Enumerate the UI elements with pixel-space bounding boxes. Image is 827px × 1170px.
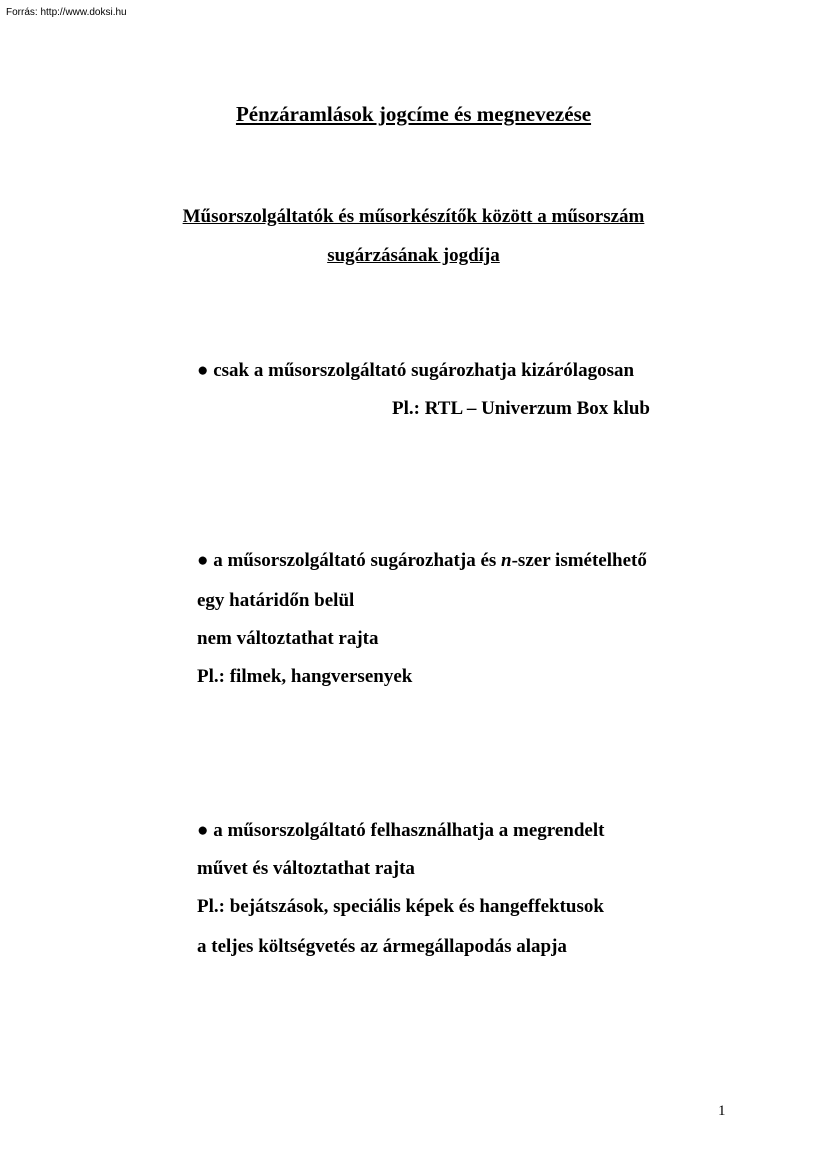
section-2-example: Pl.: filmek, hangversenyek bbox=[197, 666, 413, 687]
bullet-icon: ● bbox=[197, 360, 209, 381]
section-1-line-1 bbox=[197, 358, 634, 384]
section-3-line-2: művet és változtathat rajta bbox=[197, 858, 415, 879]
section-3-line-1 bbox=[197, 818, 604, 844]
document-title: Pénzáramlások jogcíme és megnevezése bbox=[235, 102, 592, 126]
section-3-text: a műsorszolgáltató felhasználhatja a megrendelt bbox=[213, 820, 605, 841]
section-2-text-a: a műsorszolgáltató sugározhatja és bbox=[213, 550, 502, 571]
section-2-line-3: nem változtathat rajta bbox=[197, 628, 379, 649]
section-2-line-2: egy határidőn belül bbox=[197, 590, 355, 611]
section-1-text: csak a műsorszolgáltató sugározhatja kizárólagosan bbox=[213, 360, 635, 381]
page-number: 1 bbox=[718, 1103, 726, 1119]
section-3-example: Pl.: bejátszások, speciális képek és hangeffektusok bbox=[197, 896, 604, 917]
subtitle-line-1: Műsorszolgáltatók és műsorkészítők között a műsorszám bbox=[182, 206, 645, 227]
subtitle-line-2: sugárzásának jogdíja bbox=[327, 245, 500, 266]
section-3-line-4: a teljes költségvetés az ármegállapodás alapja bbox=[197, 936, 567, 957]
section-1-example: Pl.: RTL – Univerzum Box klub bbox=[392, 398, 650, 419]
bullet-icon: ● bbox=[197, 820, 209, 841]
section-2-italic-n: n bbox=[501, 550, 512, 571]
source-note: Forrás: http://www.doksi.hu bbox=[6, 7, 127, 18]
section-2-text-b: -szer ismételhető bbox=[511, 550, 647, 571]
bullet-icon: ● bbox=[197, 550, 209, 571]
section-2-line-1 bbox=[197, 548, 647, 574]
